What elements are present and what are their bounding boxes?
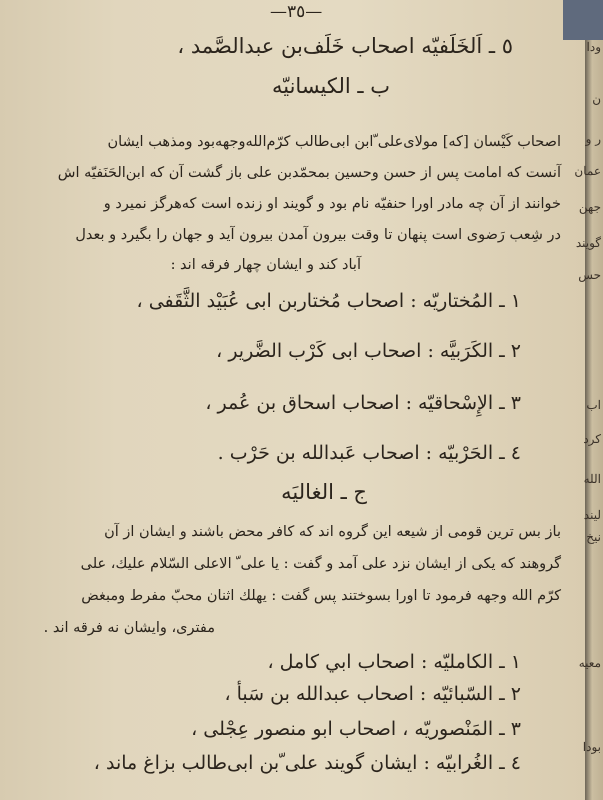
item-mukhtariyya: ١ ـ المُختاريّه : اصحاب مُختاربن ابى عُبَيْد الثَّقَفى ،	[136, 290, 521, 312]
item-ishaqiyya: ٣ ـ الإِسْحاقيّه : اصحاب اسحاق بن عُمر ،	[205, 392, 521, 414]
page-number: —٣٥—	[270, 2, 323, 22]
next-page-fragment: نيخ	[586, 530, 601, 544]
next-page-fragment: جهن	[578, 200, 601, 214]
section-heading-j: ج ـ الغاليَه	[281, 480, 367, 504]
line-7: آباد كند و ايشان چهار فرقه اند :	[170, 257, 361, 273]
line-1: ٥ ـ اَلخَلَفيّه اصحاب خَلَف‌بن عبدالصَّمد ،	[177, 34, 513, 58]
next-page-fragment: الله	[583, 472, 601, 486]
line-3: اصحاب كَيْسان [كه] مولاى‌على ّابن ابى‌طالب كرّم‌الله‌وجهه‌بود ومذهب ايشان	[107, 134, 561, 150]
next-page-fragment: كرد	[583, 432, 601, 446]
next-page-fragment: گويند	[575, 236, 601, 250]
next-page-fragment: بودا	[582, 740, 601, 754]
next-page-fragment: ودا	[586, 40, 601, 54]
line-4: آنست كه امامت پس از حسن وحسين بمحمّدبن على باز گشت آن كه ابن‌الحَنَفيّه اش	[57, 165, 561, 181]
next-page-fragment: اب	[586, 398, 601, 412]
line-6: در شِعب رَضوى است پنهان تا وقت بيرون آمدن بيرون آيد و جهان را بگيرد و بعدل	[75, 227, 561, 243]
next-page-edge	[574, 40, 603, 800]
line-16: مفترى، وايشان نه فرقه اند .	[43, 620, 215, 636]
line-13: باز بس ترين قومى از شيعه اين گروه اند كه كافر محض باشند و ايشان از آن	[104, 524, 561, 540]
line-15: كرّم الله وجهه فرمود تا اورا بسوختند پس گفت : يهلك اثنان محبّ مفرط ومبغض	[81, 588, 561, 604]
background-corner	[563, 0, 603, 40]
item-kamiliyya: ١ ـ الكامليّه : اصحاب ابي كامل ،	[267, 651, 521, 673]
item-harbiyya: ٤ ـ الحَرْبيّه : اصحاب عَبدالله بن حَرْب .	[217, 442, 521, 464]
next-page-fragment: عمان	[574, 164, 601, 178]
item-sabaiyya: ٢ ـ السّبائيّه : اصحاب عبدالله بن سَبأ ،	[224, 683, 521, 705]
next-page-fragment: ر و	[585, 132, 601, 146]
next-page-fragment: ليند	[583, 508, 601, 522]
next-page-fragment: معيه	[578, 656, 601, 670]
next-page-fragment: حس	[578, 268, 601, 282]
item-mansuriyya: ٣ ـ المَنْصوريّه ، اصحاب ابو منصور عِجْلى ،	[191, 718, 521, 740]
line-14: گروهند كه يكى از ايشان نزد على آمد و گفت : يا على ّ الاعلى السّلام عليك، على	[80, 556, 561, 572]
section-heading-b: ب ـ الكيسانيّه	[271, 74, 390, 98]
item-karabiyya: ٢ ـ الكَرَبيَّه : اصحاب ابى كَرْب الضَّرير ،	[216, 340, 521, 362]
next-page-fragment: ن	[592, 92, 601, 106]
line-5: خوانند از آن چه مادر اورا حنفيّه نام بود و گويند او زنده است كه‌هرگز نميرد و	[103, 196, 561, 212]
item-ghurabiyya: ٤ ـ الغُرابيّه : ايشان گويند على ّبن ابى‌طالب بزاغ ماند ،	[93, 752, 521, 774]
